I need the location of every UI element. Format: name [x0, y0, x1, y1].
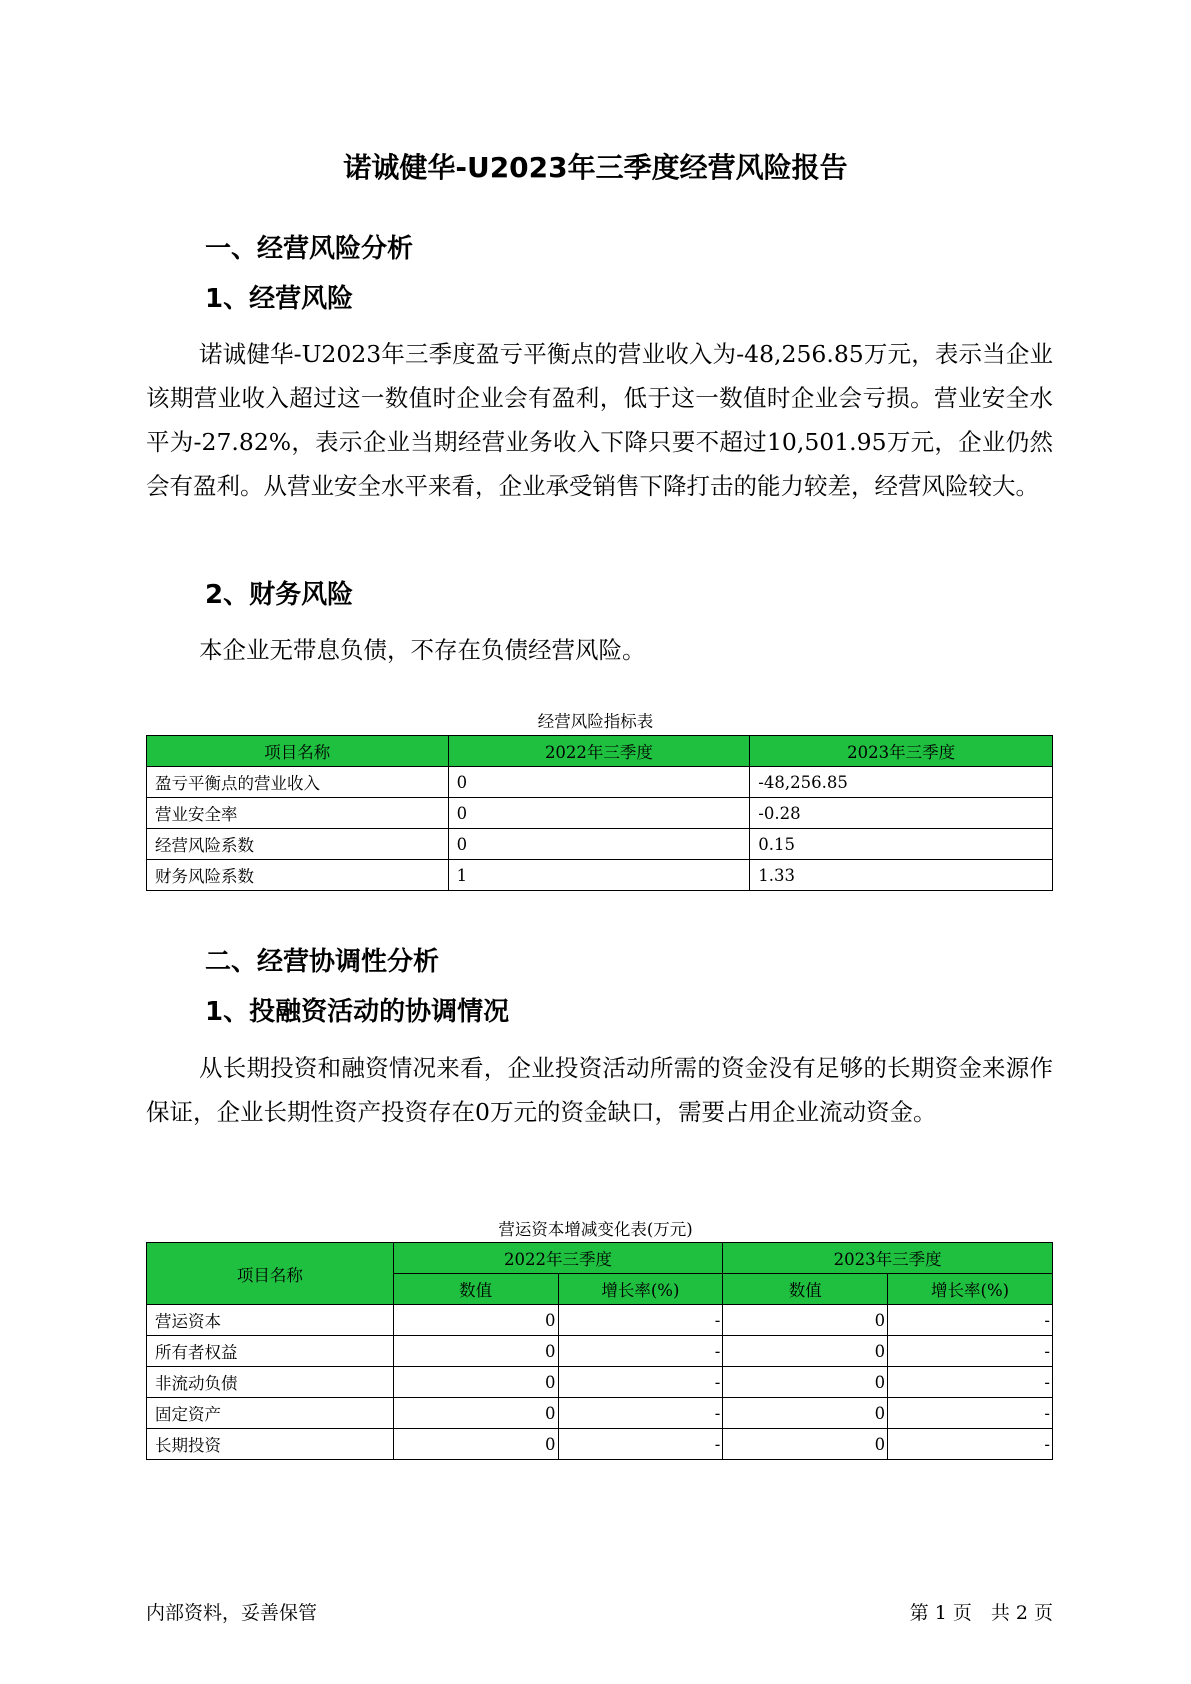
section-2-heading: 二、经营协调性分析 — [205, 947, 440, 977]
header-2022: 2022年三季度 — [393, 1243, 723, 1274]
growth-2023: - — [888, 1367, 1053, 1398]
value-2023: -0.28 — [750, 798, 1053, 829]
header-item-name: 项目名称 — [147, 736, 449, 767]
working-capital-table — [146, 1242, 1053, 1460]
header-2022: 2022年三季度 — [448, 736, 750, 767]
risk-indicator-table — [146, 735, 1053, 891]
table-row — [147, 1398, 1053, 1429]
growth-2022: - — [558, 1336, 723, 1367]
section-1-1-heading: 1、经营风险 — [205, 284, 354, 314]
section-1-2-heading: 2、财务风险 — [205, 580, 354, 610]
table-row — [147, 767, 1053, 798]
growth-2022: - — [558, 1305, 723, 1336]
section-2-1-heading: 1、投融资活动的协调情况 — [205, 997, 510, 1027]
growth-2023: - — [888, 1305, 1053, 1336]
value-2023: 0 — [723, 1305, 888, 1336]
row-name: 非流动负债 — [147, 1367, 394, 1398]
value-2023: -48,256.85 — [750, 767, 1053, 798]
table-1-caption: 经营风险指标表 — [537, 712, 654, 731]
value-2023: 0.15 — [750, 829, 1053, 860]
header-value-2023: 数值 — [723, 1274, 888, 1305]
value-2023: 0 — [723, 1398, 888, 1429]
footer-confidential-note: 内部资料，妥善保管 — [146, 1602, 318, 1624]
table-row — [147, 1336, 1053, 1367]
value-2022: 0 — [393, 1367, 558, 1398]
row-name: 经营风险系数 — [147, 829, 449, 860]
growth-2022: - — [558, 1398, 723, 1429]
investment-financing-paragraph: 从长期投资和融资情况来看，企业投资活动所需的资金没有足够的长期资金来源作保证，企业长期性资产投资存在0万元的资金缺口，需要占用企业流动资金。 — [146, 1054, 1053, 1126]
report-title: 诺诚健华-U2023年三季度经营风险报告 — [343, 151, 848, 184]
row-name: 营运资本 — [147, 1305, 394, 1336]
value-2022: 0 — [448, 798, 750, 829]
table-header-row — [147, 1243, 1053, 1274]
value-2022: 0 — [393, 1336, 558, 1367]
value-2023: 0 — [723, 1336, 888, 1367]
value-2022: 0 — [393, 1398, 558, 1429]
header-2023: 2023年三季度 — [723, 1243, 1053, 1274]
growth-2022: - — [558, 1367, 723, 1398]
table-row — [147, 829, 1053, 860]
header-growth-2022: 增长率(%) — [558, 1274, 723, 1305]
value-2022: 0 — [448, 767, 750, 798]
row-name: 固定资产 — [147, 1398, 394, 1429]
growth-2023: - — [888, 1336, 1053, 1367]
row-name: 所有者权益 — [147, 1336, 394, 1367]
value-2022: 1 — [448, 860, 750, 891]
table-row — [147, 1305, 1053, 1336]
value-2023: 0 — [723, 1367, 888, 1398]
table-header-row — [147, 736, 1053, 767]
operating-risk-paragraph: 诺诚健华-U2023年三季度盈亏平衡点的营业收入为-48,256.85万元，表示当企业该期营业收入超过这一数值时企业会有盈利，低于这一数值时企业会亏损。营业安全水平为-27.82%，表示企业当期经营业务收入下降只要不超过10,501.95万元，企业仍然会有盈利。从营业安全水平来看，企业承受销售下降打击的能力较差，经营风险较大。 — [146, 340, 1053, 500]
row-name: 长期投资 — [147, 1429, 394, 1460]
header-value-2022: 数值 — [393, 1274, 558, 1305]
table-row — [147, 1367, 1053, 1398]
table-row — [147, 860, 1053, 891]
header-2023: 2023年三季度 — [750, 736, 1053, 767]
table-row — [147, 798, 1053, 829]
value-2023: 1.33 — [750, 860, 1053, 891]
row-name: 财务风险系数 — [147, 860, 449, 891]
footer-page-number: 第 1 页 共 2 页 — [909, 1602, 1053, 1624]
value-2023: 0 — [723, 1429, 888, 1460]
value-2022: 0 — [393, 1305, 558, 1336]
row-name: 营业安全率 — [147, 798, 449, 829]
table-2-caption: 营运资本增减变化表(万元) — [498, 1220, 693, 1239]
header-growth-2023: 增长率(%) — [888, 1274, 1053, 1305]
table-row — [147, 1429, 1053, 1460]
value-2022: 0 — [448, 829, 750, 860]
growth-2023: - — [888, 1398, 1053, 1429]
growth-2022: - — [558, 1429, 723, 1460]
growth-2023: - — [888, 1429, 1053, 1460]
value-2022: 0 — [393, 1429, 558, 1460]
financial-risk-paragraph: 本企业无带息负债，不存在负债经营风险。 — [199, 636, 646, 664]
header-item-name: 项目名称 — [147, 1243, 394, 1305]
row-name: 盈亏平衡点的营业收入 — [147, 767, 449, 798]
section-1-heading: 一、经营风险分析 — [205, 234, 414, 264]
